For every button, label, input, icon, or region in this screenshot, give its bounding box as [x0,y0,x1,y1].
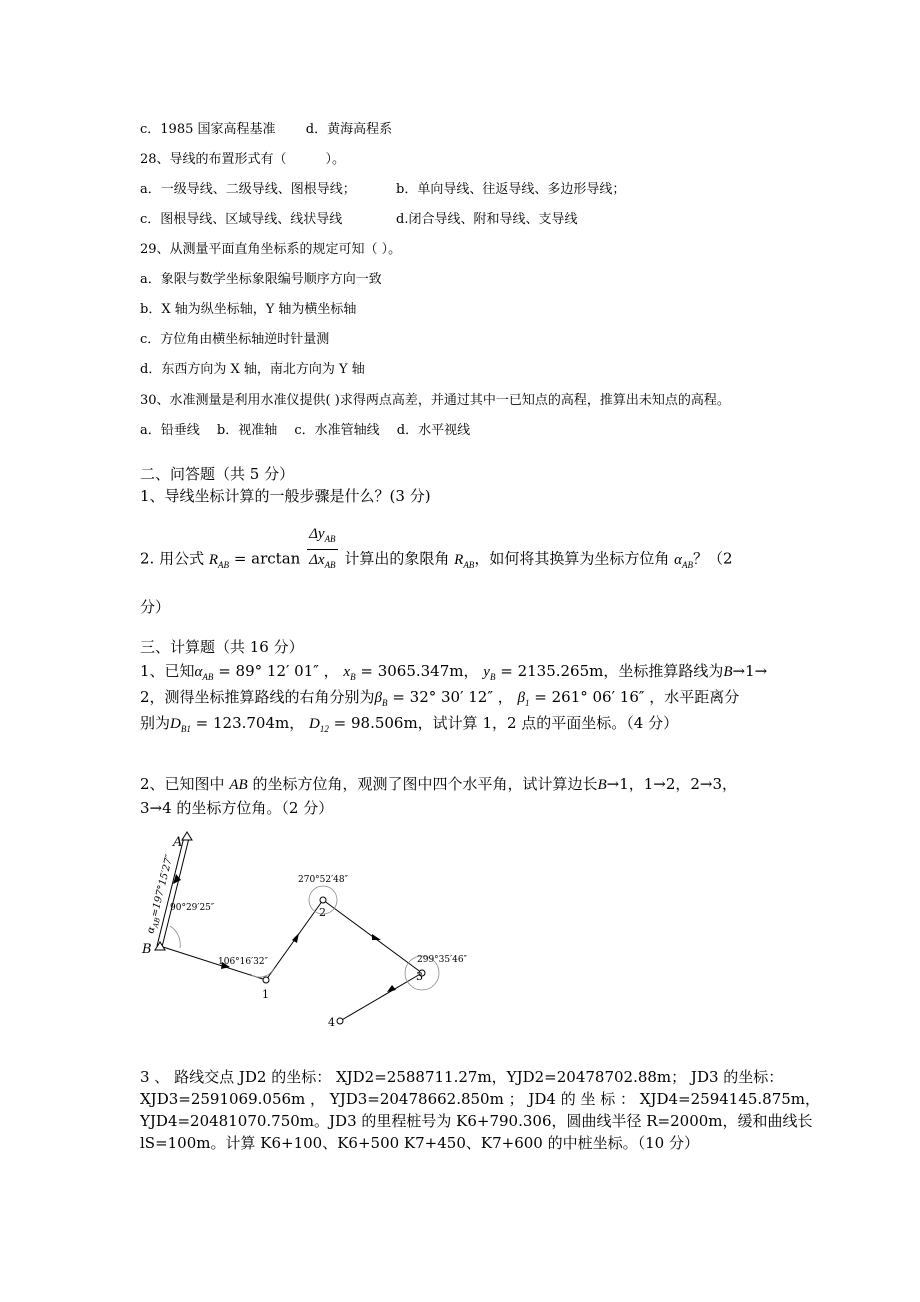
sec2-q2-line1: 2. 用公式 $R_{AB} = \arctan$ $\frac{\Delta y_{AB}}{\Delta x_{AB}}$ 计算出的象限角 $R_{AB}$，如何将其换算为坐标方位角 $\alpha_{AB}$？（2 [140,544,733,575]
angle-b-label: 90°29′25″ [170,903,215,913]
fraction: $\frac{\Delta y_{AB}}{\Delta x_{AB}}$ [309,526,336,570]
sec3-q3-line2: XJD3=2591069.056m ， YJD3=20478662.850m ； JD4 的 坐 标 ： XJD4=2594145.875m， [140,1090,821,1108]
sec3-q3-line1: 3 、 路线交点 JD2 的坐标： XJD2=2588711.27m，YJD2=20478702.88m； JD3 的坐标： [140,1068,784,1086]
q27-options [140,118,392,137]
q29-opt-c: c．方位角由横坐标轴逆时针量测 [140,332,330,347]
svg-text:αAB=197°15′27″: $\alpha_{AB}=197^\circ 15'27''$ [145,853,176,935]
traverse-diagram [130,822,510,1037]
arrow-3-4 [387,985,396,992]
arrow-2-3 [372,934,381,940]
sec3-q2-line1: 2、已知图中 AB 的坐标方位角，观测了图中四个水平角，试计算边长B→1，1→2，2→3， [140,775,738,793]
label-a: A [173,835,183,850]
point-b-triangle [155,942,165,950]
label-4: 4 [328,1016,335,1029]
q30-options: a．铅垂线 b．视准轴 c．水准管轴线 d．水平视线 [140,423,471,438]
q29-opt-b: b．X 轴为纵坐标轴，Y 轴为横坐标轴 [140,302,357,317]
angle-arc-1 [250,968,274,977]
sec3-q2-line2: 3→4 的坐标方位角。（2 分） [140,799,334,817]
station-1 [263,977,269,983]
label-1: 1 [262,988,269,1001]
station-2 [320,897,326,903]
station-4 [337,1018,343,1024]
sec2-q2-line2: 分） [140,598,171,616]
q29-opt-a: a．象限与数学坐标象限编号顺序方向一致 [140,272,382,287]
q28-stem: 28、导线的布置形式有（ ）。 [140,152,346,167]
angle-2-label: 270°52′48″ [298,875,348,885]
section-3-heading: 三、计算题（共 16 分） [140,638,304,656]
azimuth-label [145,853,177,935]
q29-stem: 29、从测量平面直角坐标系的规定可知（ ）。 [140,242,402,257]
sec3-q3-line3: YJD4=20481070.750m。JD3 的里程桩号为 K6+790.306，圆曲线半径 R=2000m，缓和曲线长 [140,1112,813,1130]
q28-opt-c: c．图根导线、区域导线、线状导线 [140,212,343,227]
sec3-q1-line1: 1、已知$\alpha_{AB} = 89^\circ$ 12′ 01″ ， $x_B = 3065.347m$， $y_B = 2135.265m$，坐标推算路线为B→1→ [140,662,768,682]
q30-stem: 30、水准测量是利用水准仪提供( )求得两点高差，并通过其中一已知点的高程，推算出未知点的高程。 [140,393,730,408]
angle-1-label: 106°16′32″ [218,957,268,967]
sec3-q3-line4: lS=100m。计算 K6+100、K6+500 K7+450、K7+600 的中桩坐标。（10 分） [140,1134,699,1152]
sec2-q1: 1、导线坐标计算的一般步骤是什么？(3 分) [140,487,431,505]
r-ab-symbol: $R_{AB}$ [208,551,230,570]
leg-3-4 [340,973,422,1021]
q27-opt-d: d．黄海高程系 [305,122,393,137]
q28-opt-a: a．一级导线、二级导线、图根导线； [140,182,356,197]
section-2-heading: 二、问答题（共 5 分） [140,465,295,483]
label-b: B [142,942,152,957]
point-a-triangle [182,832,192,840]
q28-opt-b: b．单向导线、往返导线、多边形导线； [396,182,626,197]
label-2: 2 [319,906,326,919]
q29-opt-d: d．东西方向为 X 轴，南北方向为 Y 轴 [140,362,365,377]
angle-arc-b [170,926,180,948]
q27-opt-c: c．1985 国家高程基准 [140,122,276,137]
sec3-q1-line3: 别为$D_{B1} = 123.704m$， $D_{12} = 98.506m$，试计算 1，2 点的平面坐标。（4 分） [140,714,679,734]
angle-3-label: 299°35′46″ [417,955,467,965]
label-3: 3 [416,970,423,983]
q28-opt-d: d.闭合导线、附和导线、支导线 [396,212,578,227]
sec3-q1-line2: 2，测得坐标推算路线的右角分别为$\beta_B = 32^\circ$ 30′ 12″ ， $\beta_1 = 261^\circ$ 06′ 16″ ，水平距离分 [140,688,740,708]
